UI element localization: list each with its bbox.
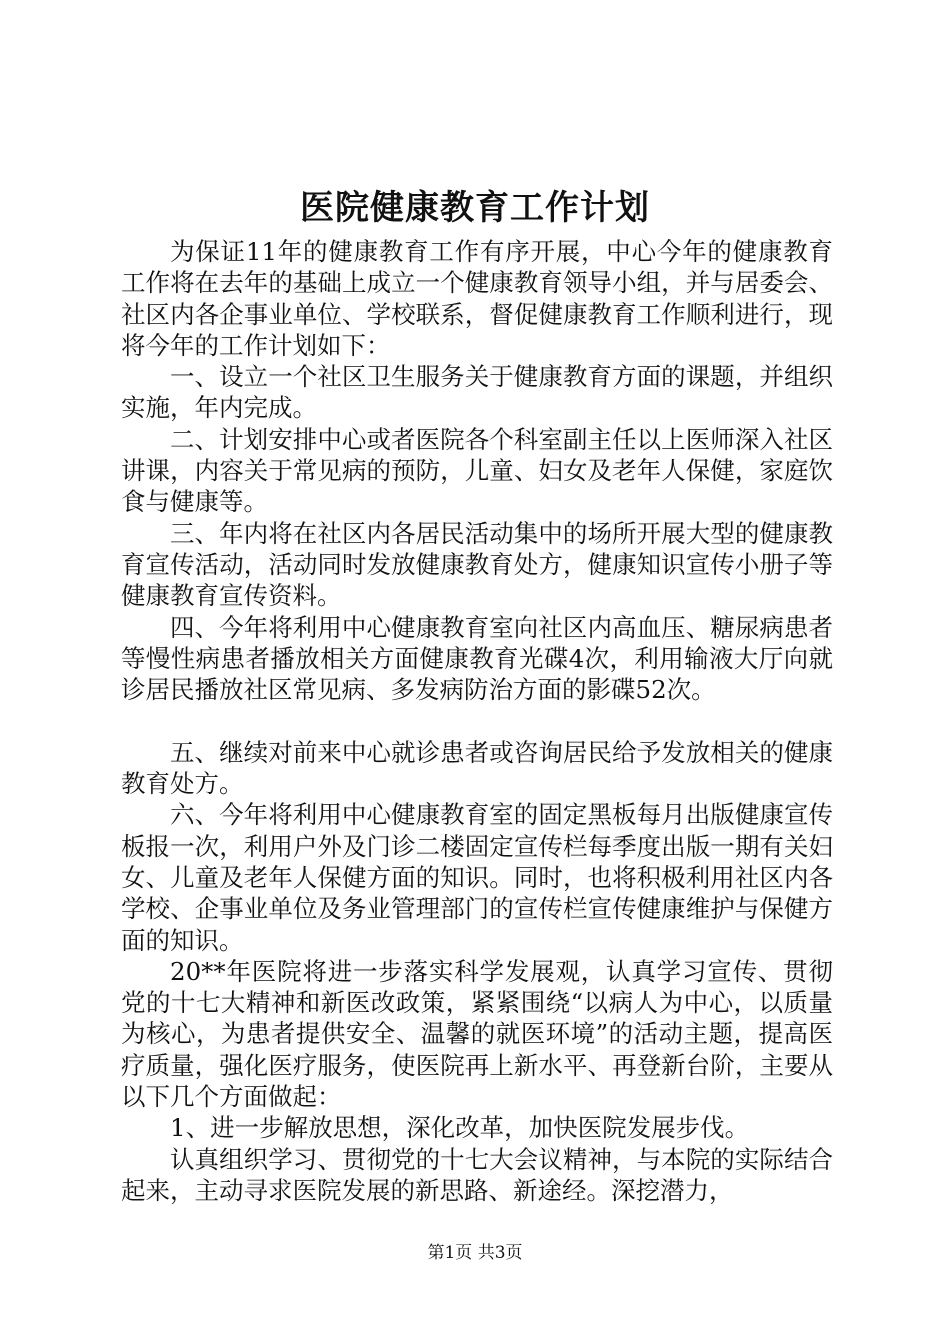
page-number-footer: 第1页 共3页 xyxy=(427,1243,523,1263)
document-title: 医院健康教育工作计划 xyxy=(300,188,650,228)
document-body xyxy=(121,236,833,1206)
paragraph-item-5: 五、继续对前来中心就诊患者或咨询居民给予发放相关的健康教育处方。 xyxy=(121,737,833,799)
paragraph-item-1: 一、设立一个社区卫生服务关于健康教育方面的课题，并组织实施，年内完成。 xyxy=(121,362,833,423)
paragraph-item-4: 四、今年将利用中心健康教育室向社区内高血压、糖尿病患者等慢性病患者播放相关方面健康教育光碟4次，利用输液大厅向就诊居民播放社区常见病、多发病防治方面的影碟52次。 xyxy=(121,612,833,705)
paragraph-item-2: 二、计划安排中心或者医院各个科室副主任以上医师深入社区讲课，内容关于常见病的预防，儿童、妇女及老年人保健，家庭饮食与健康等。 xyxy=(121,424,833,517)
paragraph-item-3: 三、年内将在社区内各居民活动集中的场所开展大型的健康教育宣传活动，活动同时发放健康教育处方，健康知识宣传小册子等健康教育宣传资料。 xyxy=(121,518,833,611)
paragraph-intro: 为保证11年的健康教育工作有序开展，中心今年的健康教育工作将在去年的基础上成立一个健康教育领导小组，并与居委会、社区内各企事业单位、学校联系，督促健康教育工作顺利进行，现将今年的工作计划如下： xyxy=(121,237,833,360)
paragraph-section-1-body: 认真组织学习、贯彻党的十七大会议精神，与本院的实际结合起来，主动寻求医院发展的新思路、新途经。深挖潜力， xyxy=(121,1144,833,1205)
paragraph-hospital-plan: 20**年医院将进一步落实科学发展观，认真学习宣传、贯彻党的十七大精神和新医改政策，紧紧围绕“以病人为中心，以质量为核心，为患者提供安全、温馨的就医环境”的活动主题，提高医疗质量，强化医疗服务，使医院再上新水平、再登新台阶，主要从以下几个方面做起： xyxy=(121,956,833,1112)
paragraph-item-6: 六、今年将利用中心健康教育室的固定黑板每月出版健康宣传板报一次，利用户外及门诊二楼固定宣传栏每季度出版一期有关妇女、儿童及老年人保健方面的知识。同时，也将积极利用社区内各学校、企事业单位及务业管理部门的宣传栏宣传健康维护与保健方面的知识。 xyxy=(121,800,833,955)
paragraph-section-1-heading: 1、进一步解放思想，深化改革，加快医院发展步伐。 xyxy=(170,1113,750,1143)
